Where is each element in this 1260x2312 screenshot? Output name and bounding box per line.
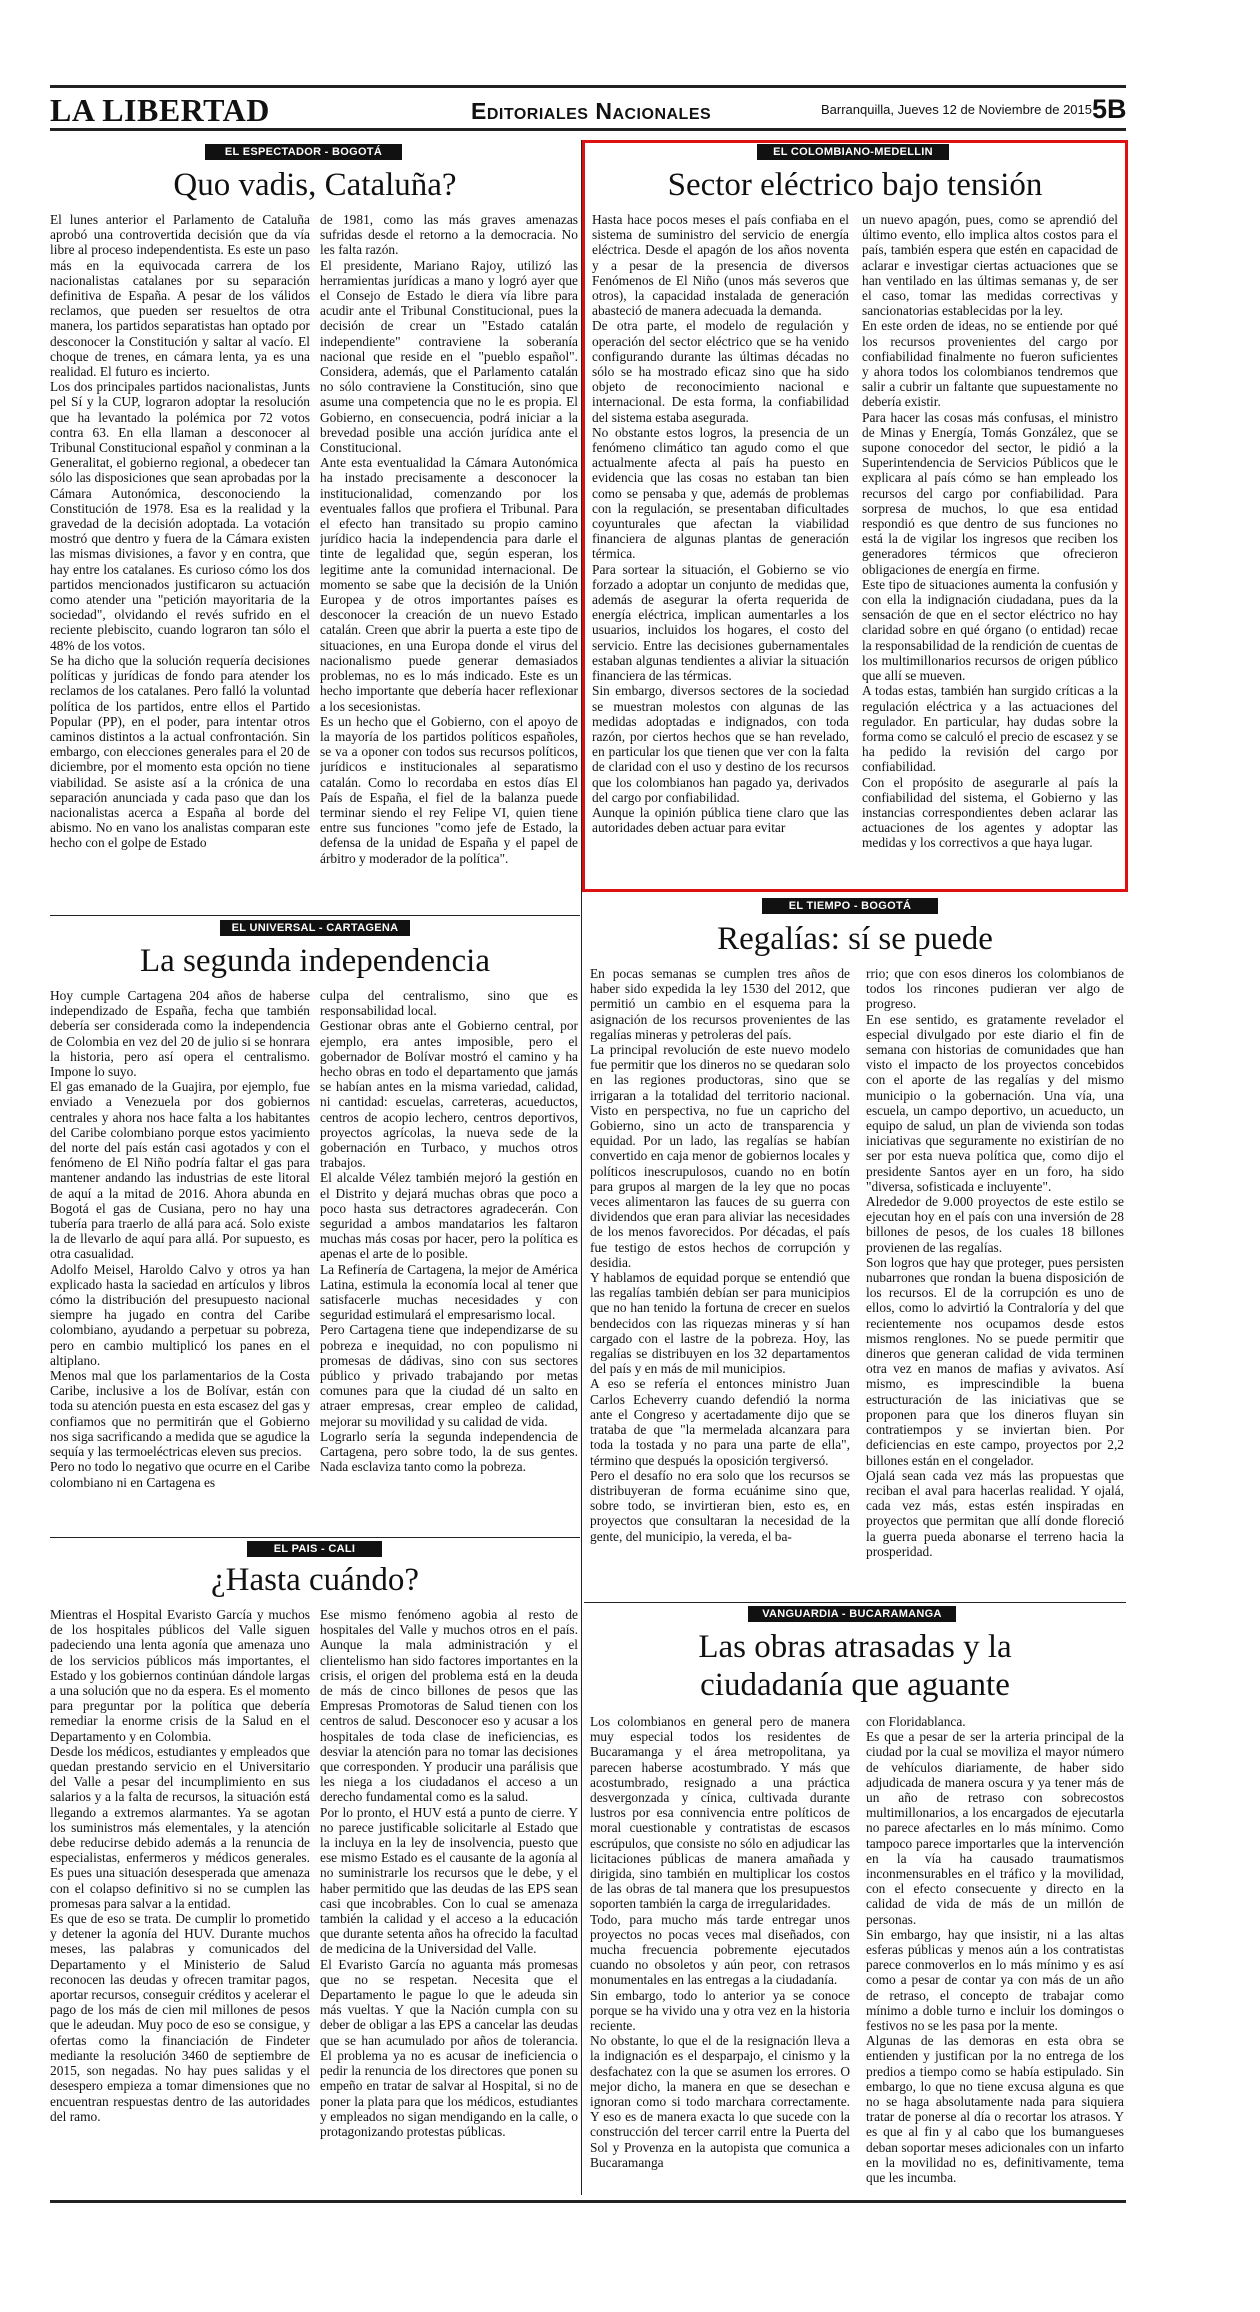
article-kicker: EL ESPECTADOR - BOGOTÁ [205, 144, 402, 160]
paragraph: culpa del centralismo, sino que es responsabilidad local. [320, 988, 578, 1019]
paragraph: Es que de eso se trata. De cumplir lo prometido y detener la agonía del HUV. Durante muchos meses, las palabras y comunicados del Departamento y el Ministerio de Salud reconocen las deudas y ofrecen tramitar pagos, aportar recursos, conseguir créditos y acelerar el pago de los más de cien mil millones de pesos que le adeudan. Muy poco de eso se consigue, y ofertas como la financiación de Findeter mediante la resolución 3460 de septiembre de 2015, son negadas. No hay pues salidas y el desespero empieza a tomar dimensiones que no encuentran respuestas dentro de las autoridades del ramo. [50, 1911, 310, 2124]
newspaper-name: LA LIBERTAD [50, 92, 270, 128]
headline-line: Las obras atrasadas y la [698, 1629, 1012, 1665]
article-headline: Quo vadis, Cataluña? [173, 167, 457, 203]
section-divider [584, 1602, 1126, 1603]
paragraph: Adolfo Meisel, Haroldo Calvo y otros ya han explicado hasta la saciedad en artículos y libros cómo la distribución del presupuesto nacional siempre ha jugado en contra del Caribe colombiano, ayudando a perpetuar su pobreza, pero en cambio multiplicó los panes en el altiplano. [50, 1261, 310, 1368]
article-kicker: EL UNIVERSAL - CARTAGENA [220, 920, 410, 936]
paragraph: Por lo pronto, el HUV está a punto de cierre. Y no parece justificable solicitarle al Estado que la incluya en la ley de insolvencia, puesto que ese mismo Estado es el causante de la agonía al no suministrarle los recursos que le debe, y el haber permitido que las deudas de las EPS sean casi que incobrables. Con lo cual se amenaza también la calidad y el acceso a la educación que durante setenta años ha ofrecido la facultad de medicina de la Universidad del Valle. [320, 1804, 578, 1957]
paragraph: Gestionar obras ante el Gobierno central, por ejemplo, era antes imposible, pero el gobernador de Bolívar mostró el camino y ha hecho obras en todo el departamento que jamás se habían antes en la misma variedad, calidad, ni cantidad: escuelas, carreteras, acueductos, centros de acopio lechero, centros deportivos, proyectos agrícolas, la nueva sede de la gobernación en Turbaco, y muchos otros trabajos. [320, 1018, 578, 1171]
paragraph: No obstante, lo que el de la resignación lleva a la indignación es el desparpajo, el cinismo y la desfachatez con la que se asumen los errores. O mejor dicho, la manera en que se desechan e ignoran como si todo marchara correctamente. Y eso es de manera exacta lo que sucede con la construcción del tercer carril entre la Puerta del Sol y Provenza en la autopista que comunica a Bucaramanga [590, 2033, 850, 2170]
paragraph: Los colombianos en general pero de manera muy especial todos los residentes de Bucaramanga y el área metropolitana, ya parecen haberse acostumbrado. Y más que acostumbrado, resignado a una práctica desvergonzada y cínica, cultivada durante lustros por esa connivencia entre políticos de moral cuestionable y contratistas de escasos escrúpulos, que consiste no sólo en adjudicar las licitaciones públicas de manera amañada y dirigida, sino también en multiplicar los costos de las obras de tal manera que los presupuestos soporten también la carga de irregularidades. [590, 1714, 850, 1912]
paragraph: Se ha dicho que la solución requería decisiones políticas y jurídicas de fondo para atender los reclamos de los catalanes. Pero falló la voluntad política de los partidos, entre ellos el Partido Popular (PP), en el poder, para intentar otros caminos distintos a la actual confrontación. Sin embargo, con elecciones generales para el 20 de diciembre, por el momento esta opción no tiene viabilidad. Se asiste así a la crónica de una separación anunciada y cada paso que dan los nacionalistas acerca a España al borde del abismo. No en vano los analistas comparan este hecho con el golpe de Estado [50, 652, 310, 851]
paragraph: Ese mismo fenómeno agobia al resto de hospitales del Valle y muchos otros en el país. Aunque la mala administración y el clientelismo han sido factores importantes en la crisis, el origen del problema está en la deuda de más de cinco billones de pesos que las Empresas Promotoras de Salud tienen con los centros de salud. Desconocer eso y acusar a los hospitales de toda clase de ineficiencias, es desviar la atención para no tomar las decisiones que corresponden. Y producir una parálisis que les niega a los ciudadanos el acceso a un derecho fundamental como es la salud. [320, 1607, 578, 1805]
paragraph: En ese sentido, es gratamente revelador el especial divulgado por este diario el fin de semana con historias de comunidades que han visto el impacto de los proyectos concebidos con el aporte de las regalías y del mismo municipio o la gobernación. Una vía, una escuela, un campo deportivo, un acueducto, un equipo de salud, un plan de vivienda son todas iniciativas que seguramente no existirían de no ser por esta nueva política que, como dijo el presidente Santos ayer en un foro, ha sido "diversa, sofisticada e incluyente". [866, 1011, 1124, 1194]
paragraph: Pero no todo lo negativo que ocurre en el Caribe colombiano ni en Cartagena es [50, 1459, 310, 1490]
article-column [592, 212, 849, 887]
paragraph: Para hacer las cosas más confusas, el ministro de Minas y Energía, Tomás González, que se supone conocedor del sector, le pidió a la Superintendencia de Servicios Públicos que le explicara al país cómo se han empleado los recursos del cargo por confiabilidad. Para sorpresa de muchos, lo que esa entidad respondió es que dentro de sus funciones no está la de vigilar los ingresos que reciben los generadores térmicos que ofrecieron obligaciones de energía en firme. [862, 409, 1118, 577]
article-kicker: EL TIEMPO - BOGOTÁ [762, 898, 938, 914]
paragraph: El gas emanado de la Guajira, por ejemplo, fue enviado a Venezuela por dos gobiernos centrales y ahora nos hace falta a los habitantes del Caribe colombiano porque estos yacimiento del norte del país están casi agotados y con el fenómeno de El Niño podría faltar el gas para mantener andando las industrias de este litoral de aquí a la mitad de 2016. Ahora abunda en Bogotá el gas de Cusiana, pero no hay una tubería para traerlo de allá para acá. Solo existe la de llevarlo de aquí para allá. Por supuesto, es otra casualidad. [50, 1079, 310, 1262]
article-kicker: EL COLOMBIANO-MEDELLIN [757, 144, 949, 160]
paragraph: Y hablamos de equidad porque se entendió que las regalías también debían ser para municipios que no han tenido la fortuna de crecer en suelos bendecidos con las riquezas mineras y sí han cargado con el lastre de la pobreza. Hoy, las regalías se distribuyen en los 32 departamentos del país y en más de mil municipios. [590, 1270, 850, 1377]
paragraph: Aunque la opinión pública tiene claro que las autoridades deben actuar para evitar [592, 804, 849, 836]
paragraph: Hoy cumple Cartagena 204 años de haberse independizado de España, fecha que también debería ser considerada como la independencia de Colombia en vez del 20 de julio si se honrara la historia, pero así opera el centralismo. Impone lo suyo. [50, 988, 310, 1080]
paragraph: La principal revolución de este nuevo modelo fue permitir que los dineros no se quedaran solo en las regiones productoras, sino que se irrigaran a la totalidad del territorio nacional. Visto en perspectiva, no fue un capricho del Gobierno, sino un acto de transparencia y equidad. Por un lado, las regalías se habían convertido en caja menor de gobiernos locales y políticos inescrupulosos, cuando no en botín para grupos al margen de la ley que no pocas veces alimentaron las fauces de su guerra con dividendos que eran para aliviar las necesidades de los menos favorecidos. Por décadas, el país fue testigo de estos hechos de corrupción y desidia. [590, 1042, 850, 1270]
paragraph: Sin embargo, diversos sectores de la sociedad se muestran molestos con algunas de las medidas adoptadas e indignados, con toda razón, por ciertos hechos que se han revelado, en particular los que tienen que ver con la falta de claridad con el uso y destino de los recursos que los colombianos han pagado ya, derivados del cargo por confiabilidad. [592, 683, 849, 805]
article-kicker: VANGUARDIA - BUCARAMANGA [748, 1606, 956, 1622]
paragraph: El lunes anterior el Parlamento de Cataluña aprobó una controvertida decisión que da vía libre al proceso independentista. Es este un paso más en la equivocada carrera de los nacionalistas catalanes por su separación definitiva de España. A pesar de los válidos reclamos, que pueden ser resueltos de otra manera, los partidos separatistas han optado por desconocer la Constitución y saltar al vacío. El choque de trenes, en cámara lenta, ya es una realidad. El futuro es incierto. [50, 212, 310, 380]
paragraph: A eso se refería el entonces ministro Juan Carlos Echeverry cuando defendió la norma ante el Congreso y acertadamente dijo que se trataba de que "la mermelada alcanzara para toda la tostada y no para una parte de ella", término que después la oposición tergiversó. [590, 1376, 850, 1468]
paragraph: Con el propósito de asegurarle al país la confiabilidad del sistema, el Gobierno y las instancias correspondientes deben aclarar las actuaciones de los agentes y adoptar las medidas y los correctivos a que haya lugar. [862, 774, 1118, 851]
paragraph: El Evaristo García no aguanta más promesas que no se respetan. Necesita que el Departamento le pague lo que le adeuda sin más vueltas. Y que la Nación cumpla con su deber de obligar a las EPS a cancelar las deudas que se han acumulado por años de tolerancia. El problema ya no es acusar de ineficiencia o pedir la renuncia de los directores que ponen su empeño en tratar de salvar al Hospital, si no de poner la plata para que los médicos, estudiantes y empleados no sigan mendigando en la calle, o protagonizando protestas públicas. [320, 1956, 578, 2139]
section-name: Editoriales Nacionales [471, 98, 712, 124]
article-headline: ¿Hasta cuándo? [211, 1562, 419, 1598]
paragraph: Desde los médicos, estudiantes y empleados que quedan prestando servicio en el Universitario del Valle a pesar del incumplimiento en sus salarios y a la falta de recursos, la situación está llegando a extremos alarmantes. Ya se agotan los suministros más elementales, y la atención debe reducirse debido además a la renuncia de especialistas, enfermeros y médicos generales. Es pues una situación desesperada que amenaza con el colapso definitivo si no se cumplen las promesas para salvar a la entidad. [50, 1743, 310, 1911]
paragraph: Menos mal que los parlamentarios de la Costa Caribe, inclusive a los de Bolívar, están con toda su atención puesta en esta escasez del gas y confiamos que no permitirán que el Gobierno nos siga sacrificando a medida que se agudice la sequía y las termoeléctricas eleven sus precios. [50, 1368, 310, 1460]
paragraph: Mientras el Hospital Evaristo García y muchos de los hospitales públicos del Valle siguen padeciendo una lenta agonía que amenaza uno de los servicios públicos más importantes, el Estado y los gobiernos continúan dándole largas a una solución que no da espera. Es el momento para preguntar por la política que debería remediar la enorme crisis de la Salud en el Departamento y en Colombia. [50, 1607, 310, 1744]
article-headline [585, 1628, 1125, 1704]
section-divider [50, 1537, 580, 1538]
article-column [862, 212, 1118, 887]
paragraph: Hasta hace pocos meses el país confiaba en el sistema de suministro del servicio de energía eléctrica. Desde el apagón de los años noventa y a pesar de la presencia de diversos Fenómenos de El Niño (unos más severos que otros), la capacidad instalada de generación abasteció de manera adecuada la demanda. [592, 212, 849, 319]
paragraph: Ante esta eventualidad la Cámara Autonómica ha instado precisamente a desconocer la institucionalidad, comenzando por los eventuales fallos que profiera el Tribunal. Para el efecto han transitado su propio camino jurídico hacia la independencia para darle el tinte de legalidad que, según esperan, los legitime ante la comunidad internacional. De momento se sabe que la decisión de la Unión Europea y de otros importantes países es desconocer la creación de un nuevo Estado catalán. Creen que abrir la puerta a este tipo de situaciones, en una Europa donde el virus del nacionalismo puede generar demasiados problemas, no es lo más indicado. Este es un hecho importante que debería hacer reflexionar a los secesionistas. [320, 455, 578, 714]
paragraph: El presidente, Mariano Rajoy, utilizó las herramientas jurídicas a mano y logró ayer que el Consejo de Estado le diera vía libre para acudir ante el Tribunal Constitucional, pues la decisión de crear un "Estado catalán independiente" contraviene la soberanía nacional que reside en el "pueblo español". Considera, además, que el Parlamento catalán no sólo contraviene la Constitución, sino que asume una competencia que no le es propia. El Gobierno, en consecuencia, podrá iniciar a la brevedad posible una acción jurídica ante el Constitucional. [320, 257, 578, 456]
paragraph: De otra parte, el modelo de regulación y operación del sector eléctrico que se ha venido configurando durante las últimas décadas no sólo se ha mostrado eficaz sino que ha sido objeto de reconocimiento nacional e internacional. De esta forma, la confiabilidad del sistema estaba asegurada. [592, 318, 849, 425]
paragraph: La Refinería de Cartagena, la mejor de América Latina, estimula la economía local al tener que satisfacerle muchas necesidades y con seguridad estimulará el empresarismo local. [320, 1261, 578, 1323]
article-headline: La segunda independencia [139, 943, 490, 979]
paragraph: rrio; que con esos dineros los colombianos de todos los rincones pudieran ver algo de progreso. [866, 966, 1124, 1012]
paragraph: de 1981, como las más graves amenazas sufridas desde el retorno a la democracia. No les falta razón. [320, 212, 578, 258]
paragraph: Para sortear la situación, el Gobierno se vio forzado a adoptar un conjunto de medidas que, además de asegurar la oferta requerida de energía eléctrica, implican aumentarles a los usuarios, incluidos los hogares, el costo del servicio. Entre las decisiones gubernamentales estaban algunas tendientes a aliviar la situación financiera de las térmicas. [592, 561, 849, 684]
paragraph: Ojalá sean cada vez más las propuestas que reciban el aval para hacerlas realidad. Y ojalá, cada vez más, estas estén inspiradas en proyectos que permitan que allí donde floreció la guerra pueda abonarse el terreno hacia la prosperidad. [866, 1467, 1124, 1559]
paragraph: El alcalde Vélez también mejoró la gestión en el Distrito y dejará muchas obras que poco a poco hasta sus detractores agradecerán. Con seguridad a ambos mandatarios les faltaron muchas más cosas por hacer, pero la política es apenas el arte de lo posible. [320, 1170, 578, 1262]
article-column [320, 212, 578, 907]
article-headline: Regalías: sí se puede [717, 921, 993, 957]
paragraph: A todas estas, también han surgido críticas a la regulación eléctrica y a las actuaciones del regulador. En particular, hay dudas sobre la forma como se calculó el precio de escasez y se ha pedido la revisión del cargo por confiabilidad. [862, 683, 1118, 775]
article-column [590, 1714, 850, 2194]
paragraph: Pero el desafío no era solo que los recursos se distribuyeran de forma ecuánime sino que, sobre todo, se invirtieran bien, esto es, en proyectos que consultaran la necesidad de la gente, del municipio, la vereda, el ba- [590, 1467, 850, 1544]
paragraph: Sin embargo, todo lo anterior ya se conoce porque se ha vivido una y otra vez en la historia reciente. [590, 1987, 850, 2034]
paragraph: Todo, para mucho más tarde entregar unos proyectos no pocas veces mal diseñados, con mucha frecuencia pobremente ejecutados cuando no obsoletos y aún peor, con retrasos monumentales en las entregas a la ciudadanía. [590, 1911, 850, 1988]
paragraph: con Floridablanca. [866, 1714, 966, 1729]
article-column [866, 966, 1124, 1594]
article-column [50, 988, 310, 1528]
article-headline: Sector eléctrico bajo tensión [667, 167, 1043, 203]
paragraph: No obstante estos logros, la presencia de un fenómeno climático tan agudo como el que actualmente afecta al país ha puesto en evidencia que las cosas no estaban tan bien como se pensaba y que, además de problemas con la regulación, se presentaban dificultades coyunturales que afectan la viabilidad financiera de algunas plantas de generación térmica. [592, 424, 849, 562]
paragraph: Pero Cartagena tiene que independizarse de su pobreza e inequidad, no con populismo ni promesas de dádivas, sino con sus sectores público y privado trabajando por metas comunes para que la ciudad dé un salto en atraer empresas, crear empleo de calidad, mejorar su movilidad y su calidad de vida. [320, 1322, 578, 1429]
paragraph: Es un hecho que el Gobierno, con el apoyo de la mayoría de los partidos políticos españoles, se va a oponer con todos sus recursos políticos, jurídicos e institucionales al separatismo catalán. Como lo recordaba en estos días El País de España, el fiel de la balanza puede terminar siendo el rey Felipe VI, quien tiene entre sus funciones "como jefe de Estado, la defensa de la unidad de España y el papel de árbitro y moderador de la política". [320, 713, 578, 866]
paragraph: Este tipo de situaciones aumenta la confusión y con ella la indignación ciudadana, pues da la sensación de que en el sector eléctrico no hay claridad sobre en qué órgano (o entidad) recae la responsabilidad de la rendición de cuentas de los multimillonarios recursos de origen público que allí se mueven. [862, 576, 1118, 684]
paragraph: Lograrlo sería la segunda independencia de Cartagena, pero sobre todo, la de sus gentes. Nada esclaviza tanto como la pobreza. [320, 1428, 578, 1475]
paragraph: Algunas de las demoras en esta obra se entienden y justifican por la no entrega de los predios a tiempo como se había estipulado. Sin embargo, lo que no tiene excusa alguna es que no se haga absolutamente nada para siquiera tratar de ponerse al día o recortar los atrasos. Y es que al fin y al cabo que los bumangueses deban soportar meses adicionales con un infarto en la movilidad no es, definitivamente, tema que les incumba. [866, 2033, 1124, 2186]
paragraph: un nuevo apagón, pues, como se aprendió del último evento, ello implica altos costos para el país, también espera que estén en capacidad de aclarar e investigar ciertas actuaciones que se han ventilado en las últimas semanas y, de ser el caso, tomar las medidas correctivas y sancionatorias establecidas por la ley. [862, 212, 1118, 319]
page-bottom-rule [50, 2200, 1126, 2203]
headline-line: ciudadanía que aguante [700, 1667, 1010, 1703]
page-number: 5B [1092, 94, 1127, 124]
masthead [50, 88, 1126, 128]
paragraph: Sin embargo, hay que insistir, ni a las altas esferas públicas y menos aún a los contratistas parece conmoverlos en lo más mínimo y es así como a pesar de contar ya con más de un año de retraso, el concepto de trabajar como mínimo a doble turno e incluir los domingos o festivos no se les pasa por la mente. [866, 1926, 1124, 2034]
paragraph: En pocas semanas se cumplen tres años de haber sido expedida la ley 1530 del 2012, que permitió un cambio en el esquema para la asignación de los recursos provenientes de las regalías mineras y petroleras del país. [590, 966, 850, 1042]
section-divider [50, 915, 580, 916]
paragraph: Es que a pesar de ser la arteria principal de la ciudad por la cual se moviliza el mayor número de vehículos diariamente, de haber sido adjudicada de manera oscura y ya tener más de un año de retraso con sobrecostos multimillonarios, a los encargados de ejecutarla no parece afectarles en lo más mínimo. Como tampoco parece importarles que la intervención en la vía ha causado traumatismos inconmensurables en el tráfico y la movilidad, con el efecto consecuente y directo en la calidad de vida de más de un millón de personas. [866, 1729, 1124, 1927]
article-column [50, 212, 310, 907]
dateline: Barranquilla, Jueves 12 de Noviembre de 2015 [821, 102, 1093, 117]
paragraph: Los dos principales partidos nacionalistas, Junts pel Sí y la CUP, lograron adoptar la resolución que ha levantado la polémica por 72 votos contra 63. En ella llaman a desconocer al Tribunal Constitucional español y conminan a la Generalitat, el gobierno regional, a obedecer tan sólo las disposiciones que sean aprobadas por la Cámara Autonómica, desconociendo la Constitución de 1978. Esa es la realidad y la gravedad de la decisión adoptada. La votación mostró que dentro y fuera de la Cámara existen las mismas divisiones, a favor y en contra, que hay entre los catalanes. Es curioso cómo los dos partidos mencionados justificaron su actuación como atender una "petición mayoritaria de la sociedad", olvidando el revés sufrido en el reciente plebiscito, cuando lograron tan sólo el 48% de los votos. [50, 379, 310, 653]
paragraph: Alrededor de 9.000 proyectos de este estilo se ejecutan hoy en el país con una inversión de 28 billones de pesos, de los cuales 18 billones provienen de las regalías. [866, 1194, 1124, 1255]
article-kicker: EL PAIS - CALI [247, 1541, 382, 1557]
masthead-bottom-rule [50, 128, 1126, 131]
article-column [320, 1607, 578, 2192]
paragraph: Son logros que hay que proteger, pues persisten nubarrones que rondan la buena disposición de los recursos. El de la corrupción es uno de ellos, como lo advirtió la Contraloría y del que recientemente nos ocupamos desde estos mismos renglones. No se puede permitir que dineros que generan calidad de vida terminen otra vez en manos de mafias y avivatos. Así mismo, es imprescindible la buena estructuración de las iniciativas que se proponen para que los dineros fluyan sin contratiempos y se inviertan bien. Por deficiencias en este campo, proyectos por 2,2 billones están en el congelador. [866, 1254, 1124, 1468]
article-column [320, 988, 578, 1528]
paragraph: En este orden de ideas, no se entiende por qué los recursos provenientes del cargo por confiabilidad finalmente no fueron suficientes y ahora todos los colombianos tendremos que salir a cubrir un faltante que supuestamente no debería existir. [862, 318, 1118, 410]
article-column [50, 1607, 310, 2192]
article-column [866, 1714, 1124, 2194]
article-column [590, 966, 850, 1594]
